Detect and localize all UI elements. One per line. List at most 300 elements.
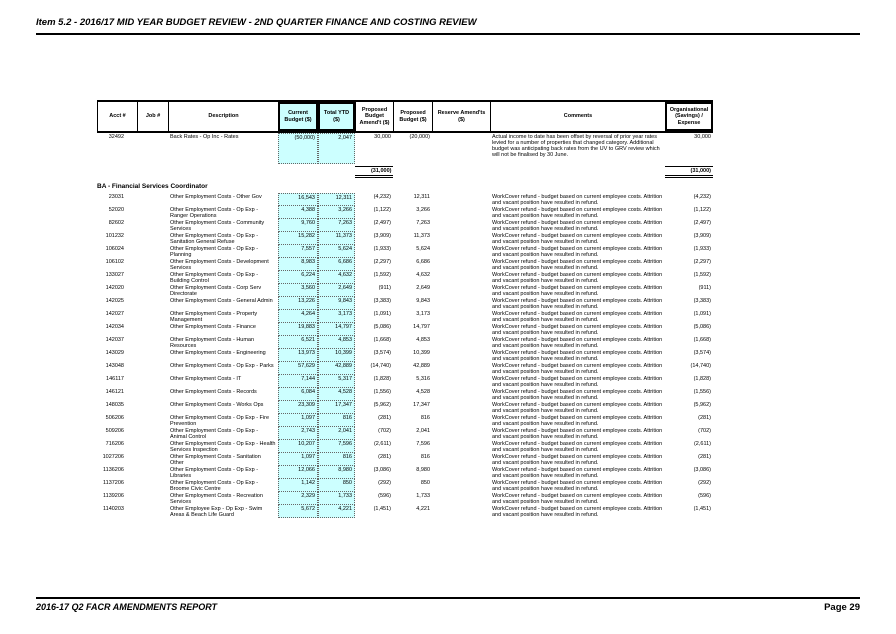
proposed-budget-cell: 14,797	[413, 324, 430, 330]
table-row	[97, 232, 713, 245]
proposed-amendment-cell: (3,574)	[373, 350, 391, 356]
job-number	[137, 388, 168, 401]
comments-cell: WorkCover refund - budget based on current employee costs. Attrition and vacant position have resulted in refund.	[492, 480, 663, 492]
description-cell: Other Employment Costs - IT	[170, 376, 242, 382]
table-row	[97, 466, 713, 479]
description-cell: Other Employment Costs - Other Gov	[170, 194, 262, 200]
job-number	[137, 401, 168, 414]
current-budget-cell: 57,629	[278, 362, 318, 375]
description-cell: Other Employment Costs - Op Exp - Building Control	[170, 272, 259, 284]
organisational-cell: (1,933)	[693, 246, 711, 252]
description-cell: Other Employment Costs - General Admin	[170, 298, 273, 304]
reserve-amendment-cell	[432, 258, 490, 271]
proposed-budget-cell: 3,266	[416, 207, 430, 213]
organisational-cell: (2,611)	[693, 441, 711, 447]
reserve-amendment-cell	[432, 414, 490, 427]
table-row	[97, 401, 713, 414]
current-budget-cell: 4,264	[278, 310, 318, 323]
job-number	[137, 466, 168, 479]
job-number	[137, 505, 168, 518]
table-row	[97, 362, 713, 375]
acct-number: 23031	[108, 194, 124, 200]
total-ytd-cell: 816	[318, 414, 355, 427]
comments-cell: WorkCover refund - budget based on current employee costs. Attrition and vacant position have resulted in refund.	[492, 194, 663, 206]
description-cell: Other Employment Costs - Development Services	[170, 259, 269, 271]
comments-cell: WorkCover refund - budget based on current employee costs. Attrition and vacant position have resulted in refund.	[492, 415, 663, 427]
organisational-cell: (5,962)	[693, 402, 711, 408]
reserve-amendment-cell	[432, 232, 490, 245]
description-cell: Other Employment Costs - Sanitation Other	[170, 454, 261, 466]
comments-cell: WorkCover refund - budget based on current employee costs. Attrition and vacant position have resulted in refund.	[492, 428, 663, 440]
header-acct: Acct #	[97, 102, 137, 131]
current-budget-cell: (50,000)	[278, 133, 318, 164]
reserve-amendment-cell	[432, 479, 490, 492]
proposed-budget-cell: 12,311	[413, 194, 430, 200]
total-ytd-cell: 8,980	[318, 466, 355, 479]
total-ytd-cell: 9,843	[318, 297, 355, 310]
job-number	[137, 284, 168, 297]
current-budget-cell: 7,144	[278, 375, 318, 388]
comments-cell: WorkCover refund - budget based on current employee costs. Attrition and vacant position have resulted in refund.	[492, 402, 663, 414]
table-row	[97, 310, 713, 323]
description-cell: Other Employment Costs - Op Exp - Parks	[170, 363, 274, 369]
acct-number: 142020	[105, 285, 124, 291]
table-row	[97, 479, 713, 492]
job-number	[137, 271, 168, 284]
acct-number: 106024	[105, 246, 124, 252]
total-ytd-cell: 42,889	[318, 362, 355, 375]
intro-rows	[97, 133, 713, 164]
proposed-budget-cell: 6,686	[416, 259, 430, 265]
proposed-amendment-cell: (4,232)	[373, 194, 391, 200]
organisational-cell: (1,122)	[693, 207, 711, 213]
job-number	[137, 492, 168, 505]
comments-cell: WorkCover refund - budget based on current employee costs. Attrition and vacant position have resulted in refund.	[492, 363, 663, 375]
footer-report-name: 2016-17 Q2 FACR AMENDMENTS REPORT	[36, 602, 218, 612]
acct-number: 133027	[105, 272, 124, 278]
comments-cell: WorkCover refund - budget based on current employee costs. Attrition and vacant position have resulted in refund.	[492, 207, 663, 219]
header-total-ytd: Total YTD ($)	[318, 102, 355, 131]
job-number	[137, 133, 168, 164]
job-number	[137, 453, 168, 466]
job-number	[137, 310, 168, 323]
job-number	[137, 219, 168, 232]
description-cell: Other Employment Costs - Corp Serv Directorate	[170, 285, 262, 297]
page-footer	[36, 597, 860, 613]
comments-cell: WorkCover refund - budget based on current employee costs. Attrition and vacant position have resulted in refund.	[492, 389, 663, 401]
acct-number: 716206	[105, 441, 124, 447]
total-ytd-cell: 7,596	[318, 440, 355, 453]
header-proposed-amendment: Proposed Budget Amend't ($)	[355, 102, 393, 131]
table-row	[97, 440, 713, 453]
total-ytd-cell: 2,041	[318, 427, 355, 440]
reserve-amendment-cell	[432, 362, 490, 375]
organisational-cell: (1,556)	[693, 389, 711, 395]
total-ytd-cell: 3,173	[318, 310, 355, 323]
proposed-amendment-cell: (1,091)	[373, 311, 391, 317]
table-row	[97, 492, 713, 505]
total-ytd-cell: 4,221	[318, 505, 355, 518]
reserve-amendment-cell	[432, 284, 490, 297]
table-row	[97, 453, 713, 466]
reserve-amendment-cell	[432, 336, 490, 349]
description-cell: Other Employment Costs - Records	[170, 389, 257, 395]
description-cell: Back Rates - Op Inc - Rates	[170, 134, 239, 140]
description-cell: Other Employment Costs - Recreation Services	[170, 493, 263, 505]
reserve-amendment-cell	[432, 245, 490, 258]
current-budget-cell: 13,226	[278, 297, 318, 310]
proposed-budget-cell: 9,843	[416, 298, 430, 304]
proposed-budget-cell: 4,221	[416, 506, 430, 512]
comments-cell: WorkCover refund - budget based on current employee costs. Attrition and vacant position have resulted in refund.	[492, 298, 663, 310]
table-header-row	[97, 100, 713, 133]
comments-cell: WorkCover refund - budget based on current employee costs. Attrition and vacant position have resulted in refund.	[492, 272, 663, 284]
acct-number: 1136206	[102, 467, 124, 473]
acct-number: 146117	[106, 376, 124, 382]
description-cell: Other Employment Costs - Property Management	[170, 311, 258, 323]
job-number	[137, 258, 168, 271]
comments-cell: WorkCover refund - budget based on current employee costs. Attrition and vacant position have resulted in refund.	[492, 285, 663, 297]
proposed-budget-cell: 2,649	[416, 285, 430, 291]
proposed-budget-cell: 10,399	[413, 350, 430, 356]
proposed-amendment-cell: (2,497)	[373, 220, 391, 226]
proposed-amendment-cell: (911)	[378, 285, 391, 291]
acct-number: 142034	[105, 324, 124, 330]
reserve-amendment-cell	[432, 193, 490, 206]
total-ytd-cell: 2,649	[318, 284, 355, 297]
proposed-budget-cell: 5,316	[416, 376, 430, 382]
job-number	[137, 245, 168, 258]
total-ytd-cell: 6,686	[318, 258, 355, 271]
organisational-cell: (292)	[698, 480, 711, 486]
table-row	[97, 349, 713, 362]
current-budget-cell: 8,983	[278, 258, 318, 271]
reserve-amendment-cell	[432, 492, 490, 505]
proposed-amendment-cell: (1,451)	[373, 506, 391, 512]
proposed-amendment-cell: (702)	[378, 428, 391, 434]
proposed-amendment-cell: 30,000	[374, 134, 391, 140]
current-budget-cell: 13,973	[278, 349, 318, 362]
comments-cell: WorkCover refund - budget based on current employee costs. Attrition and vacant position have resulted in refund.	[492, 493, 663, 505]
proposed-amendment-cell: (1,592)	[373, 272, 391, 278]
organisational-cell: (2,497)	[693, 220, 711, 226]
footer-page-number: Page 29	[824, 602, 860, 613]
acct-number: 509206	[105, 428, 124, 434]
table-row	[97, 505, 713, 518]
acct-number: 146121	[105, 389, 124, 395]
proposed-budget-cell: 2,041	[416, 428, 430, 434]
proposed-amendment-cell: (3,086)	[373, 467, 391, 473]
organisational-cell: (5,086)	[693, 324, 711, 330]
job-number	[137, 349, 168, 362]
description-cell: Other Employment Costs - Finance	[170, 324, 256, 330]
comments-cell: WorkCover refund - budget based on current employee costs. Attrition and vacant position have resulted in refund.	[492, 467, 663, 479]
comments-cell: WorkCover refund - budget based on current employee costs. Attrition and vacant position have resulted in refund.	[492, 311, 663, 323]
description-cell: Other Employment Costs - Op Exp - Sanitation General Refuse	[170, 233, 259, 245]
acct-number: 1137206	[102, 480, 124, 486]
description-cell: Other Employment Costs - Op Exp - Libraries	[170, 467, 259, 479]
description-cell: Other Employment Costs - Op Exp - Animal Control	[170, 428, 259, 440]
table-row	[97, 375, 713, 388]
proposed-amendment-cell: (281)	[378, 454, 391, 460]
table-row	[97, 219, 713, 232]
header-description: Description	[168, 102, 278, 131]
comments-cell: WorkCover refund - budget based on current employee costs. Attrition and vacant position have resulted in refund.	[492, 324, 663, 336]
table-row	[97, 388, 713, 401]
comments-cell: WorkCover refund - budget based on current employee costs. Attrition and vacant position have resulted in refund.	[492, 506, 663, 518]
reserve-amendment-cell	[432, 453, 490, 466]
proposed-budget-cell: 17,347	[413, 402, 430, 408]
proposed-amendment-cell: (5,086)	[373, 324, 391, 330]
current-budget-cell: 16,543	[278, 193, 318, 206]
table-row	[97, 323, 713, 336]
organisational-cell: (3,383)	[693, 298, 711, 304]
current-budget-cell: 6,224	[278, 271, 318, 284]
acct-number: 143029	[105, 350, 124, 356]
organisational-cell: (3,574)	[693, 350, 711, 356]
proposed-amendment-cell: (1,122)	[373, 207, 391, 213]
proposed-amendment-cell: (2,297)	[373, 259, 391, 265]
organisational-cell: (2,297)	[693, 259, 711, 265]
comments-cell: WorkCover refund - budget based on current employee costs. Attrition and vacant position have resulted in refund.	[492, 220, 663, 232]
proposed-budget-cell: 5,624	[416, 246, 430, 252]
organisational-cell: (1,592)	[693, 272, 711, 278]
job-number	[137, 362, 168, 375]
reserve-amendment-cell	[432, 323, 490, 336]
reserve-amendment-cell	[432, 388, 490, 401]
acct-number: 148035	[105, 402, 124, 408]
organisational-cell: 30,000	[694, 134, 711, 140]
total-ytd-cell: 7,263	[318, 219, 355, 232]
table-row	[97, 284, 713, 297]
total-ytd-cell: 4,528	[318, 388, 355, 401]
proposed-amendment-cell: (5,962)	[373, 402, 391, 408]
current-budget-cell: 2,743	[278, 427, 318, 440]
organisational-cell: (1,451)	[693, 506, 711, 512]
current-budget-cell: 15,282	[278, 232, 318, 245]
proposed-budget-cell: 11,373	[413, 233, 430, 239]
current-budget-cell: 10,207	[278, 440, 318, 453]
job-number	[137, 323, 168, 336]
total-ytd-cell: 2,047	[318, 133, 355, 164]
job-number	[137, 193, 168, 206]
proposed-amendment-cell: (3,909)	[373, 233, 391, 239]
table-row	[97, 133, 713, 164]
total-ytd-cell: 11,373	[318, 232, 355, 245]
proposed-budget-cell: 4,632	[416, 272, 430, 278]
proposed-amendment-cell: (14,740)	[370, 363, 391, 369]
proposed-amendment-cell: (3,383)	[373, 298, 391, 304]
proposed-amendment-cell: (1,828)	[373, 376, 391, 382]
table-row	[97, 297, 713, 310]
description-cell: Other Employment Costs - Op Exp - Ranger Operations	[170, 207, 259, 219]
page-header	[36, 17, 860, 35]
description-cell: Other Employment Costs - Human Resources	[170, 337, 255, 349]
table-row	[97, 427, 713, 440]
current-budget-cell: 4,388	[278, 206, 318, 219]
job-number	[137, 336, 168, 349]
table-row	[97, 258, 713, 271]
acct-number: 1139206	[102, 493, 124, 499]
job-number	[137, 206, 168, 219]
acct-number: 32492	[108, 134, 124, 140]
job-number	[137, 427, 168, 440]
reserve-amendment-cell	[432, 427, 490, 440]
job-number	[137, 297, 168, 310]
comments-cell: WorkCover refund - budget based on current employee costs. Attrition and vacant position have resulted in refund.	[492, 259, 663, 271]
header-current-budget: Current Budget ($)	[278, 102, 318, 131]
current-budget-cell: 7,557	[278, 245, 318, 258]
reserve-amendment-cell	[432, 206, 490, 219]
total-ytd-cell: 1,733	[318, 492, 355, 505]
reserve-amendment-cell	[432, 310, 490, 323]
comments-cell: WorkCover refund - budget based on current employee costs. Attrition and vacant position have resulted in refund.	[492, 350, 663, 362]
organisational-cell: (1,668)	[693, 337, 711, 343]
current-budget-cell: 6,084	[278, 388, 318, 401]
acct-number: 101232	[105, 233, 124, 239]
current-budget-cell: 1,097	[278, 414, 318, 427]
acct-number: 1140203	[102, 506, 124, 512]
organisational-cell: (596)	[698, 493, 711, 499]
job-number	[137, 232, 168, 245]
acct-number: 143048	[105, 363, 124, 369]
description-cell: Other Employment Costs - Op Exp - Fire Prevention	[170, 415, 270, 427]
current-budget-cell: 1,097	[278, 453, 318, 466]
header-comments: Comments	[490, 102, 665, 131]
reserve-amendment-cell	[432, 349, 490, 362]
description-cell: Other Employment Costs - Op Exp - Health Services Inspection	[170, 441, 276, 453]
acct-number: 82602	[108, 220, 124, 226]
description-cell: Other Employment Costs - Op Exp - Planning	[170, 246, 259, 258]
proposed-budget-cell: 3,173	[416, 311, 430, 317]
total-ytd-cell: 816	[318, 453, 355, 466]
organisational-cell: (911)	[698, 285, 711, 291]
proposed-budget-cell: 42,889	[413, 363, 430, 369]
total-ytd-cell: 4,853	[318, 336, 355, 349]
reserve-amendment-cell	[432, 219, 490, 232]
job-number	[137, 440, 168, 453]
table-row	[97, 414, 713, 427]
comments-cell: WorkCover refund - budget based on current employee costs. Attrition and vacant position have resulted in refund.	[492, 454, 663, 466]
proposed-budget-cell: 7,263	[416, 220, 430, 226]
current-budget-cell: 9,760	[278, 219, 318, 232]
proposed-amendment-cell: (1,933)	[373, 246, 391, 252]
comments-cell: WorkCover refund - budget based on current employee costs. Attrition and vacant position have resulted in refund.	[492, 337, 663, 349]
description-cell: Other Employment Costs - Op Exp - Broome Civic Centre	[170, 480, 259, 492]
acct-number: 142027	[105, 311, 124, 317]
section-title: BA - Financial Services Coordinator	[97, 183, 208, 190]
job-number	[137, 479, 168, 492]
header-job: Job #	[137, 102, 168, 131]
description-cell: Other Employment Costs - Engineering	[170, 350, 266, 356]
budget-table	[97, 100, 713, 518]
proposed-amendment-cell: (292)	[378, 480, 391, 486]
total-ytd-cell: 5,624	[318, 245, 355, 258]
table-row	[97, 336, 713, 349]
organisational-cell: (1,828)	[693, 376, 711, 382]
acct-number: 52020	[108, 207, 124, 213]
proposed-budget-cell: 4,528	[416, 389, 430, 395]
reserve-amendment-cell	[432, 297, 490, 310]
intro-subtotal-row	[97, 166, 713, 178]
current-budget-cell: 19,883	[278, 323, 318, 336]
table-row	[97, 193, 713, 206]
current-budget-cell: 2,329	[278, 492, 318, 505]
organisational-cell: (702)	[698, 428, 711, 434]
total-ytd-cell: 850	[318, 479, 355, 492]
proposed-budget-cell: 816	[420, 415, 430, 421]
comments-cell: WorkCover refund - budget based on current employee costs. Attrition and vacant position have resulted in refund.	[492, 246, 663, 258]
proposed-amendment-cell: (2,611)	[373, 441, 391, 447]
current-budget-cell: 12,066	[278, 466, 318, 479]
total-ytd-cell: 17,347	[318, 401, 355, 414]
subtotal-organisational: (31,000)	[665, 166, 713, 178]
header-reserve-amendments: Reserve Amend'ts ($)	[432, 102, 490, 131]
total-ytd-cell: 10,399	[318, 349, 355, 362]
comments-cell: WorkCover refund - budget based on current employee costs. Attrition and vacant position have resulted in refund.	[492, 376, 663, 388]
organisational-cell: (1,091)	[693, 311, 711, 317]
total-ytd-cell: 3,266	[318, 206, 355, 219]
comments-cell: WorkCover refund - budget based on current employee costs. Attrition and vacant position have resulted in refund.	[492, 233, 663, 245]
table-row	[97, 271, 713, 284]
organisational-cell: (14,740)	[690, 363, 711, 369]
reserve-amendment-cell	[432, 401, 490, 414]
page-title: Item 5.2 - 2016/17 MID YEAR BUDGET REVIEW - 2ND QUARTER FINANCE AND COSTING REVIEW	[36, 17, 477, 28]
organisational-cell: (281)	[698, 415, 711, 421]
proposed-budget-cell: 1,733	[416, 493, 430, 499]
reserve-amendment-cell	[432, 505, 490, 518]
reserve-amendment-cell	[432, 375, 490, 388]
proposed-budget-cell: (20,000)	[409, 134, 430, 140]
subtotal-amendment: (31,000)	[355, 166, 393, 178]
organisational-cell: (3,086)	[693, 467, 711, 473]
current-budget-cell: 23,309	[278, 401, 318, 414]
header-proposed-budget: Proposed Budget ($)	[393, 102, 432, 131]
reserve-amendment-cell	[432, 133, 490, 164]
organisational-cell: (4,232)	[693, 194, 711, 200]
total-ytd-cell: 14,797	[318, 323, 355, 336]
acct-number: 106102	[105, 259, 124, 265]
comments-cell: Actual income to date has been offset by reversal of prior year rates levied for a number of properties that changed category. Additional budget was anticipating back rates from the UV to GRV review which will not be finalised by 30 June.	[492, 134, 660, 158]
comments-cell: WorkCover refund - budget based on current employee costs. Attrition and vacant position have resulted in refund.	[492, 441, 663, 453]
total-ytd-cell: 5,317	[318, 375, 355, 388]
proposed-amendment-cell: (1,556)	[373, 389, 391, 395]
table-row	[97, 206, 713, 219]
reserve-amendment-cell	[432, 440, 490, 453]
proposed-budget-cell: 816	[420, 454, 430, 460]
total-ytd-cell: 12,311	[318, 193, 355, 206]
header-organisational: Organisational (Savings) / Expense	[665, 102, 713, 131]
proposed-budget-cell: 8,980	[416, 467, 430, 473]
proposed-amendment-cell: (281)	[378, 415, 391, 421]
description-cell: Other Employment Costs - Works Ops	[170, 402, 264, 408]
proposed-budget-cell: 4,853	[416, 337, 430, 343]
current-budget-cell: 3,560	[278, 284, 318, 297]
current-budget-cell: 6,521	[278, 336, 318, 349]
job-number	[137, 375, 168, 388]
organisational-cell: (3,909)	[693, 233, 711, 239]
reserve-amendment-cell	[432, 466, 490, 479]
proposed-amendment-cell: (1,668)	[373, 337, 391, 343]
acct-number: 142037	[105, 337, 124, 343]
proposed-amendment-cell: (596)	[378, 493, 391, 499]
reserve-amendment-cell	[432, 271, 490, 284]
acct-number: 1027206	[102, 454, 124, 460]
job-number	[137, 414, 168, 427]
acct-number: 506206	[105, 415, 124, 421]
current-budget-cell: 5,672	[278, 505, 318, 518]
current-budget-cell: 1,142	[278, 479, 318, 492]
